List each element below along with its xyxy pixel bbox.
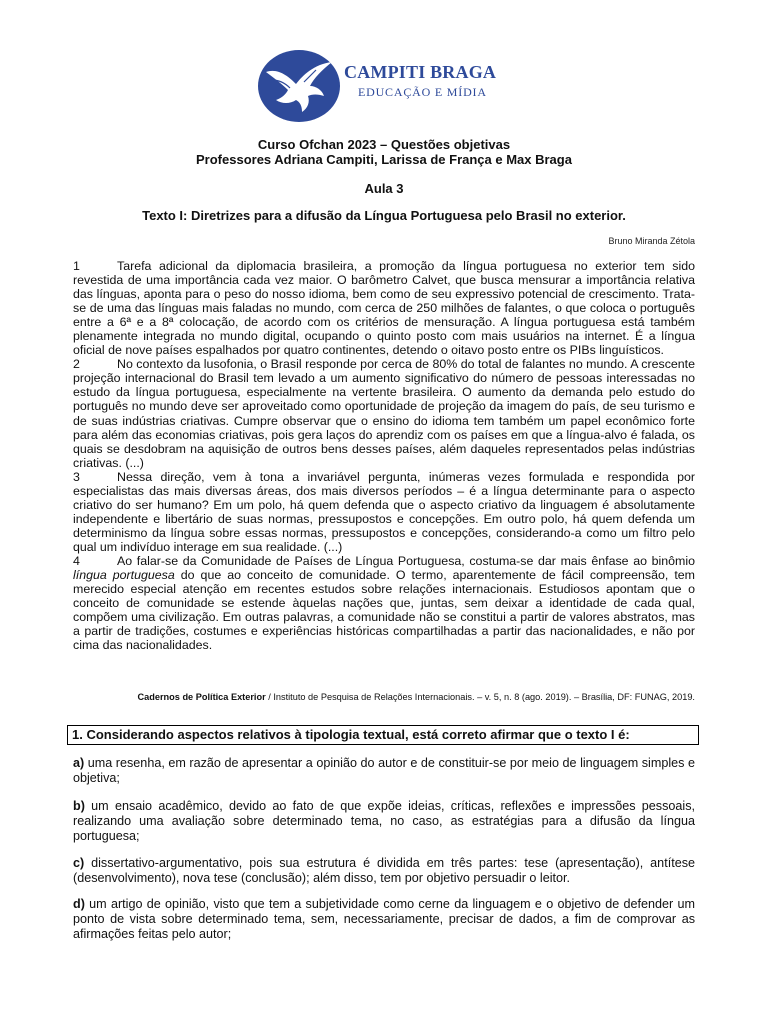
option-text: dissertativo-argumentativo, pois sua estrutura é dividida em três partes: tese (apresentação), antítese (desenvolvimento), nova tese (conclusão); além disso, tem por objetivo persuadir o leitor. (73, 856, 695, 885)
paragraph-number: 4 (73, 553, 80, 568)
paragraph-text-start: Ao falar-se da Comunidade de Países de Língua Portuguesa, costuma-se dar mais ênfase ao binômio (117, 553, 695, 568)
paragraph-number: 2 (73, 357, 80, 372)
source-details: / Instituto de Pesquisa de Relações Internacionais. – v. 5, n. 8 (ago. 2019). – Brasília, DF: FUNAG, 2019. (265, 692, 695, 702)
paragraph-text-italic: língua portuguesa (73, 568, 175, 583)
option-text: um ensaio acadêmico, devido ao fato de que expõe ideias, críticas, reflexões e impressões pessoais, realizando uma avaliação sobre determinado tema, no caso, as estratégias para a difusão da língua portuguesa; (73, 799, 695, 843)
option-letter: d) (73, 897, 85, 911)
paragraph-1 (73, 259, 695, 357)
paragraph-number: 3 (73, 469, 80, 484)
paragraph-3 (73, 470, 695, 554)
lesson-title: Aula 3 (364, 181, 404, 196)
paragraph-text: Nessa direção, vem à tona a invariável pergunta, inúmeras vezes formulada e respondida por especialistas das mais diversas áreas, dos mais diversos períodos – é a língua determinante para o aspecto criativo do ser humano? Em um polo, há quem defenda que o aspecto criativo da linguagem é absolutamente independente e libertário de suas normas, pressupostos e concepções. Em outro polo, há quem defenda um determinismo da língua sobre essas normas, pressupostos e concepções, considerando-a como um filtro pelo qual um indivíduo interage em sua realidade. (...) (73, 469, 695, 554)
option-c[interactable] (73, 856, 695, 886)
logo-brand-name: CAMPITI BRAGA (344, 62, 497, 82)
option-b[interactable] (73, 799, 695, 844)
option-a[interactable] (73, 756, 695, 786)
paragraph-text: No contexto da lusofonia, o Brasil responde por cerca de 80% do total de falantes no mundo. A crescente projeção internacional do Brasil tem levado a um aumento significativo do número de pessoas interessadas no estudo da língua portuguesa, especialmente na vertente brasileira. O aumento da demanda pelo estudo do português no mundo deve ser aproveitado como oportunidade de projeção da imagem do país, de seu turismo e de suas indústrias criativas. Cumpre observar que o ensino do idioma tem também um papel econômico forte para além das economias criativas, pois gera laços do aprendiz com os países em que a língua-alvo é falada, os quais se desdobram na aquisição de outros bens desses países, além daqueles representados pelas indústrias criativas. (...) (73, 357, 695, 470)
professors-line: Professores Adriana Campiti, Larissa de França e Max Braga (196, 152, 572, 167)
question-prompt: 1. Considerando aspectos relativos à tipologia textual, está correto afirmar que o texto I é: (67, 725, 699, 745)
course-title: Curso Ofchan 2023 – Questões objetivas (257, 137, 511, 152)
option-letter: a) (73, 756, 85, 770)
eagle-icon (258, 50, 340, 122)
text-body (73, 259, 695, 652)
source-publication: Cadernos de Política Exterior (137, 692, 266, 702)
author-name: Bruno Miranda Zétola (608, 236, 695, 246)
option-d[interactable] (73, 897, 695, 942)
paragraph-4 (73, 554, 695, 652)
paragraph-number: 1 (73, 259, 80, 273)
option-letter: c) (73, 856, 85, 870)
option-text: uma resenha, em razão de apresentar a opinião do autor e de constituir-se por meio de linguagem simples e objetiva; (73, 756, 695, 785)
option-text: um artigo de opinião, visto que tem a subjetividade como cerne da linguagem e o objetivo de defender um ponto de vista sobre determinado tema, sem, necessariamente, precisar de dados, a fim de comprovar as afirmações feitas pelo autor; (73, 897, 695, 941)
logo-subtitle: EDUCAÇÃO E MÍDIA (358, 85, 487, 99)
option-letter: b) (73, 799, 85, 813)
source-citation (73, 692, 695, 703)
text-title: Texto I: Diretrizes para a difusão da Língua Portuguesa pelo Brasil no exterior. (142, 208, 626, 223)
paragraph-text: Tarefa adicional da diplomacia brasileira, a promoção da língua portuguesa no exterior tem sido revestida de uma importância cada vez maior. O barômetro Calvet, que busca mensurar a importância relativa das línguas, aponta para o peso do nosso idioma, bem como de seu expressivo potencial de crescimento. Trata-se de uma das línguas mais faladas no mundo, com cerca de 250 milhões de falantes, o que coloca o português entre a 6ª e a 8ª colocação, de acordo com os critérios de mensuração. A língua portuguesa está também plenamente integrada no mundo digital, ocupando o quinto posto com mais usuários na internet. É a língua oficial de nove países espalhados por quatro continentes, detendo o oitavo posto entre os PIBs linguísticos. (73, 259, 695, 358)
campiti-braga-logo (258, 50, 508, 122)
paragraph-2 (73, 357, 695, 469)
paragraph-text-end: do que ao conceito de comunidade. O termo, aparentemente de fácil compreensão, tem merecido especial atenção em recentes estudos sobre relações internacionais. Estudiosos apontam que o conceito de comunidade se estende àquelas nações que, juntas, sem deixar a identidade de cada qual, compõem uma civilização. Em outras palavras, a comunidade não se constitui a partir de valores abstratos, mas a partir de tradições, costumes e experiências históricas compartilhadas a partir das nacionalidades, e não por cima das nacionalidades. (73, 568, 695, 653)
